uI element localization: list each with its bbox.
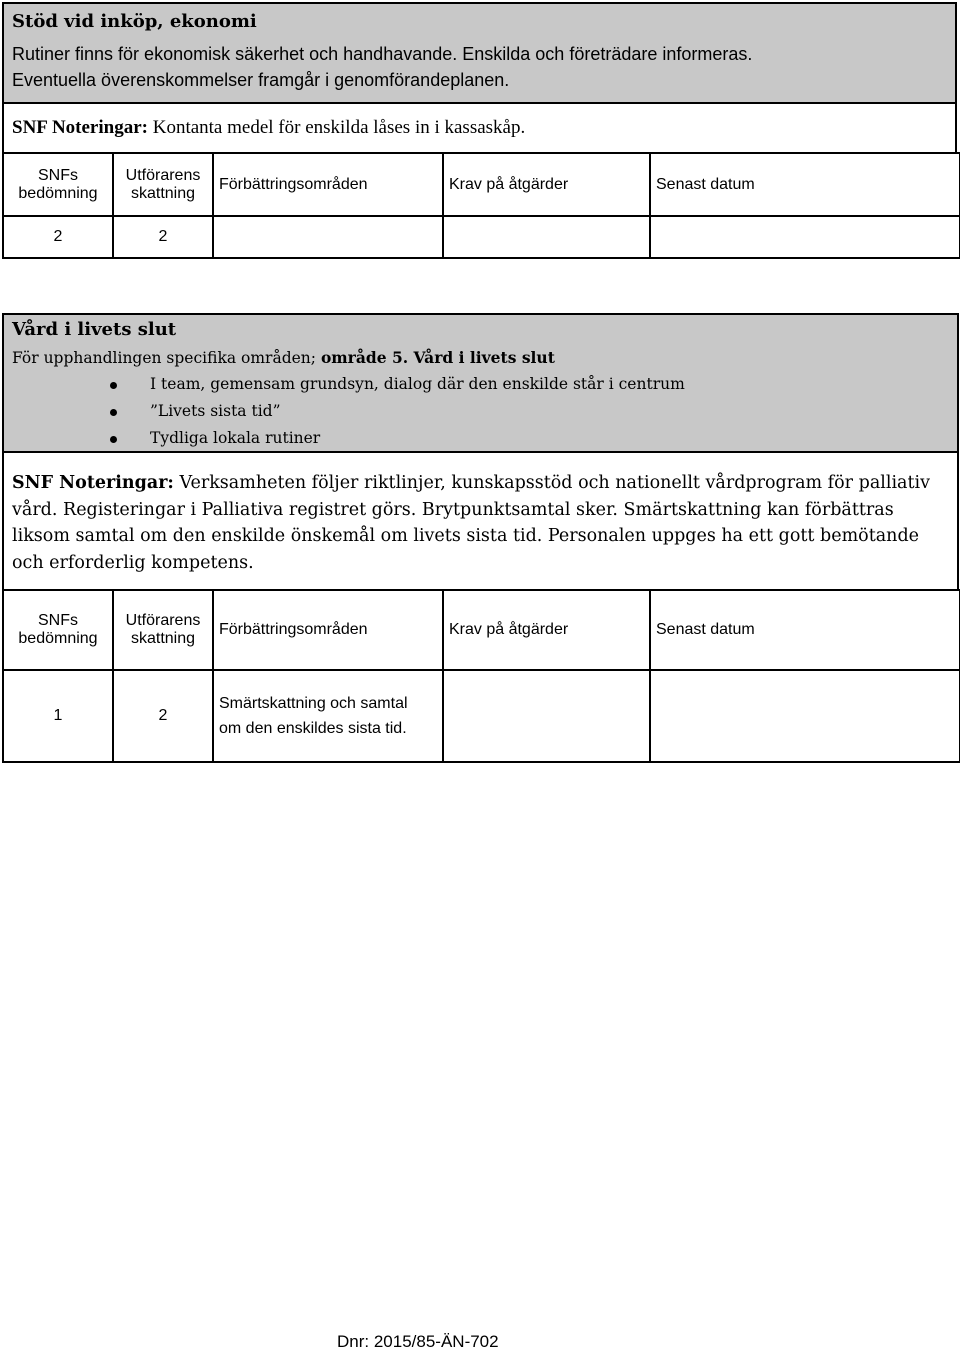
section-vard-header xyxy=(4,315,957,453)
assessment-table xyxy=(2,589,960,763)
cell-forbattringsomraden xyxy=(213,216,443,258)
subtitle-bold: område 5. Vård i livets slut xyxy=(320,348,555,367)
cell-forbattringsomraden: Smärtskattning och samtal om den enskildes sista tid. xyxy=(213,670,443,762)
list-item xyxy=(110,402,281,420)
assessment-table xyxy=(2,152,960,259)
section-title: Vård i livets slut xyxy=(12,319,177,340)
list-item-text: ”Livets sista tid” xyxy=(150,402,281,420)
header-krav-pa-atgarder: Krav på åtgärder xyxy=(443,153,650,216)
header-utforarens-skattning: Utförarens skattning xyxy=(113,153,213,216)
cell-snfs-bedomning: 1 xyxy=(3,670,113,762)
document-number: Dnr: 2015/85-ÄN-702 xyxy=(337,1332,499,1351)
cell-senast-datum xyxy=(650,216,960,258)
header-snfs-bedomning: SNFs bedömning xyxy=(3,590,113,670)
description-line: Eventuella överenskommelser framgår i genomförandeplanen. xyxy=(12,70,510,90)
header-forbattringsomraden: Förbättringsområden xyxy=(213,153,443,216)
list-item xyxy=(110,429,320,447)
list-item-text: Tydliga lokala rutiner xyxy=(150,429,321,447)
section-subtitle xyxy=(12,348,555,367)
snf-note xyxy=(12,117,525,139)
cell-utforarens-skattning: 2 xyxy=(113,216,213,258)
cell-utforarens-skattning: 2 xyxy=(113,670,213,762)
list-item-text: I team, gemensam grundsyn, dialog där den enskilde står i centrum xyxy=(150,375,685,393)
cell-snfs-bedomning: 2 xyxy=(3,216,113,258)
cell-krav-pa-atgarder xyxy=(443,670,650,762)
section-ekonomi-header xyxy=(4,4,955,104)
description-line: Rutiner finns för ekonomisk säkerhet och handhavande. Enskilda och företrädare informeras. xyxy=(12,44,753,64)
header-senast-datum: Senast datum xyxy=(650,153,960,216)
section-title: Stöd vid inköp, ekonomi xyxy=(12,11,257,32)
header-forbattringsomraden: Förbättringsområden xyxy=(213,590,443,670)
cell-krav-pa-atgarder xyxy=(443,216,650,258)
header-utforarens-skattning: Utförarens skattning xyxy=(113,590,213,670)
bullet-icon xyxy=(110,382,117,389)
header-snfs-bedomning: SNFs bedömning xyxy=(3,153,113,216)
header-krav-pa-atgarder: Krav på åtgärder xyxy=(443,590,650,670)
snf-note-text: Kontanta medel för enskilda låses in i kassaskåp. xyxy=(147,117,526,138)
cell-senast-datum xyxy=(650,670,960,762)
bullet-icon xyxy=(110,436,117,443)
subtitle-text: För upphandlingen specifika områden; xyxy=(12,349,321,367)
snf-note-text: Verksamheten följer riktlinjer, kunskapsstöd och nationellt vårdprogram för palliativ vård. Registeringar i Palliativa registret görs. Brytpunktsamtal sker. Smärtskattning kan förbättras liksom samtal om den enskilde önskemål om livets sista tid. Personalen uppges ha ett gott bemötande och erforderlig kompetens. xyxy=(12,473,930,573)
header-senast-datum: Senast datum xyxy=(650,590,960,670)
snf-note-label: SNF Noteringar: xyxy=(12,117,148,138)
snf-note-label: SNF Noteringar: xyxy=(12,473,174,493)
list-item xyxy=(110,375,685,393)
bullet-icon xyxy=(110,409,117,416)
section-ekonomi xyxy=(2,2,957,154)
section-vard-i-livets-slut xyxy=(2,313,959,591)
snf-note xyxy=(12,470,947,576)
